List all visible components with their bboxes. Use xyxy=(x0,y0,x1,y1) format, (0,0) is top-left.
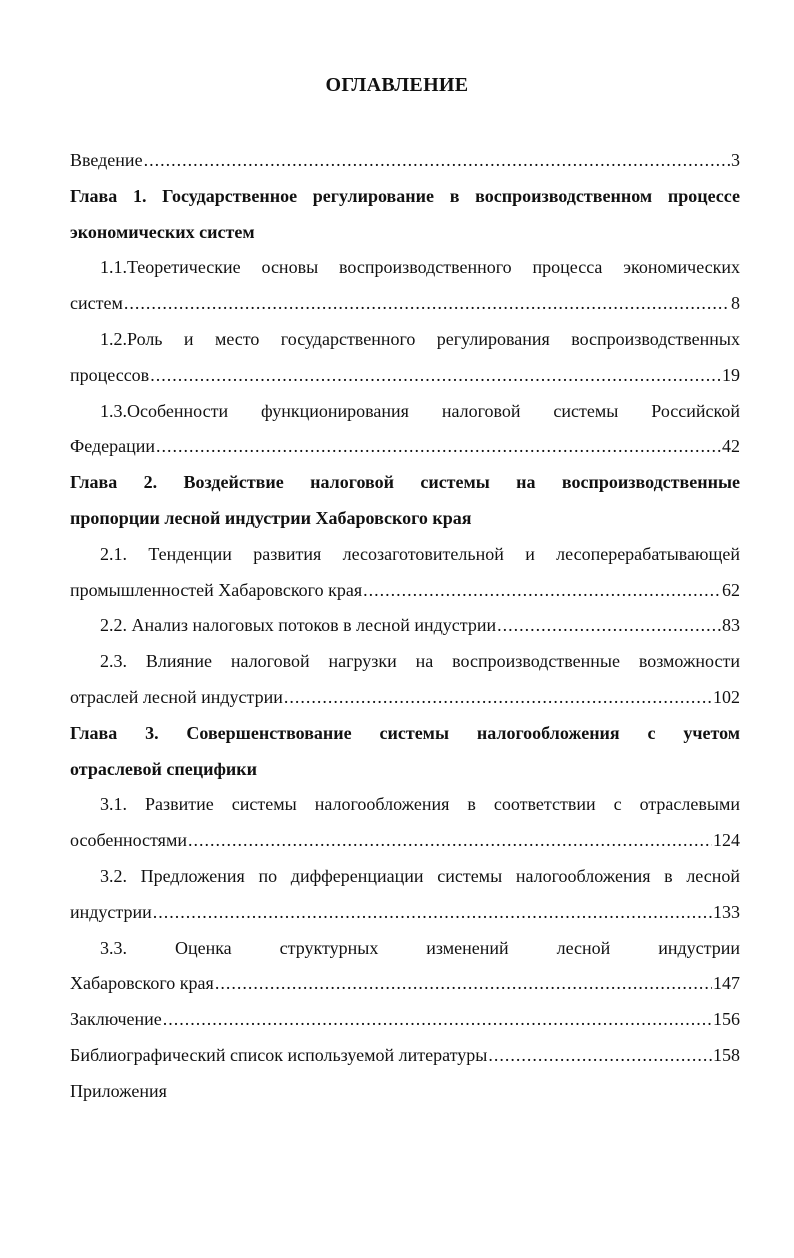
toc-section-1-2-line1: 1.2.Роль и место государственного регулирования воспроизводственных xyxy=(100,328,740,349)
dot-leader xyxy=(215,966,712,1002)
toc-section-1-1-line1: 1.1.Теоретические основы воспроизводственного процесса экономических xyxy=(100,257,740,278)
toc-chapter-1-line1: Глава 1. Государственное регулирование в воспроизводственном процессе xyxy=(70,185,740,206)
toc-entry-label: процессов xyxy=(70,364,150,385)
toc-section-1-3-line1: 1.3.Особенности функционирования налоговой системы Российской xyxy=(100,400,740,421)
toc-entry-label: Заключение xyxy=(70,1009,162,1030)
toc-entry-label: отраслей лесной индустрии xyxy=(70,686,283,707)
toc-entry-label: 2.2. Анализ налоговых потоков в лесной индустрии xyxy=(100,615,497,636)
toc-page-number: 42 xyxy=(722,436,740,457)
toc-page-number: 102 xyxy=(713,686,740,707)
toc-chapter-2-line2: пропорции лесной индустрии Хабаровского края xyxy=(70,507,472,528)
toc-section-3-3-line2 xyxy=(70,966,740,1002)
toc-page-number: 147 xyxy=(713,973,740,994)
toc-section-2-3-line1: 2.3. Влияние налоговой нагрузки на воспроизводственные возможности xyxy=(100,651,740,672)
toc-entry-intro xyxy=(70,143,740,179)
dot-leader xyxy=(497,608,721,644)
toc-entry-conclusion xyxy=(70,1002,740,1038)
toc-section-2-2 xyxy=(70,608,740,644)
toc-entry-label: промышленностей Хабаровского края xyxy=(70,579,363,600)
toc-section-2-1-line1: 2.1. Тенденции развития лесозаготовительной и лесоперерабатывающей xyxy=(100,543,740,564)
toc-section-3-2-line2 xyxy=(70,895,740,931)
toc-section-1-3-line2 xyxy=(70,429,740,465)
toc-section-3-3-line1: 3.3. Оценка структурных изменений лесной индустрии xyxy=(100,937,740,958)
toc-page-number: 124 xyxy=(713,830,740,851)
toc-page-number: 62 xyxy=(722,579,740,600)
page-title: ОГЛАВЛЕНИЕ xyxy=(325,74,469,96)
dot-leader xyxy=(163,1002,712,1038)
toc-entry-label: Федерации xyxy=(70,436,156,457)
toc-chapter-1-line2: экономических систем xyxy=(70,221,255,242)
toc-page-number: 158 xyxy=(713,1044,740,1065)
dot-leader xyxy=(363,573,721,609)
dot-leader xyxy=(188,823,712,859)
toc-section-2-1-line2 xyxy=(70,573,740,609)
toc-entry-label: Введение xyxy=(70,150,143,170)
toc-page-number: 8 xyxy=(731,293,740,314)
dot-leader xyxy=(150,358,721,394)
toc-section-1-1-line2 xyxy=(70,286,740,322)
toc-entry-bibliography xyxy=(70,1038,740,1074)
toc-page-number: 19 xyxy=(722,364,740,385)
toc-section-3-1-line2 xyxy=(70,823,740,859)
toc-page-number: 83 xyxy=(722,615,740,636)
dot-leader xyxy=(284,680,712,716)
dot-leader xyxy=(144,143,730,179)
toc-section-1-2-line2 xyxy=(70,358,740,394)
toc-section-3-2-line1: 3.2. Предложения по дифференциации системы налогообложения в лесной xyxy=(100,865,740,886)
dot-leader xyxy=(156,429,721,465)
toc-page-number: 156 xyxy=(713,1009,740,1030)
toc-page-number: 3 xyxy=(731,150,740,170)
toc-entry-label: особенностями xyxy=(70,830,187,851)
toc-section-3-1-line1: 3.1. Развитие системы налогообложения в соответствии с отраслевыми xyxy=(100,794,740,815)
toc-entry-label: Библиографический список используемой литературы xyxy=(70,1044,488,1065)
toc-section-2-3-line2 xyxy=(70,680,740,716)
toc-chapter-2-line1: Глава 2. Воздействие налоговой системы на воспроизводственные xyxy=(70,472,740,493)
toc-entry-label: систем xyxy=(70,293,123,314)
toc-page-number: 133 xyxy=(713,901,740,922)
toc-chapter-3-line2: отраслевой специфики xyxy=(70,758,258,779)
dot-leader xyxy=(488,1038,712,1074)
toc-chapter-3-line1: Глава 3. Совершенствование системы налогообложения с учетом xyxy=(70,722,740,743)
table-of-contents xyxy=(70,143,740,1110)
dot-leader xyxy=(153,895,712,931)
toc-entry-appendix: Приложения xyxy=(70,1080,167,1101)
toc-entry-label: Хабаровского края xyxy=(70,973,214,994)
dot-leader xyxy=(124,286,730,322)
toc-entry-label: индустрии xyxy=(70,901,152,922)
